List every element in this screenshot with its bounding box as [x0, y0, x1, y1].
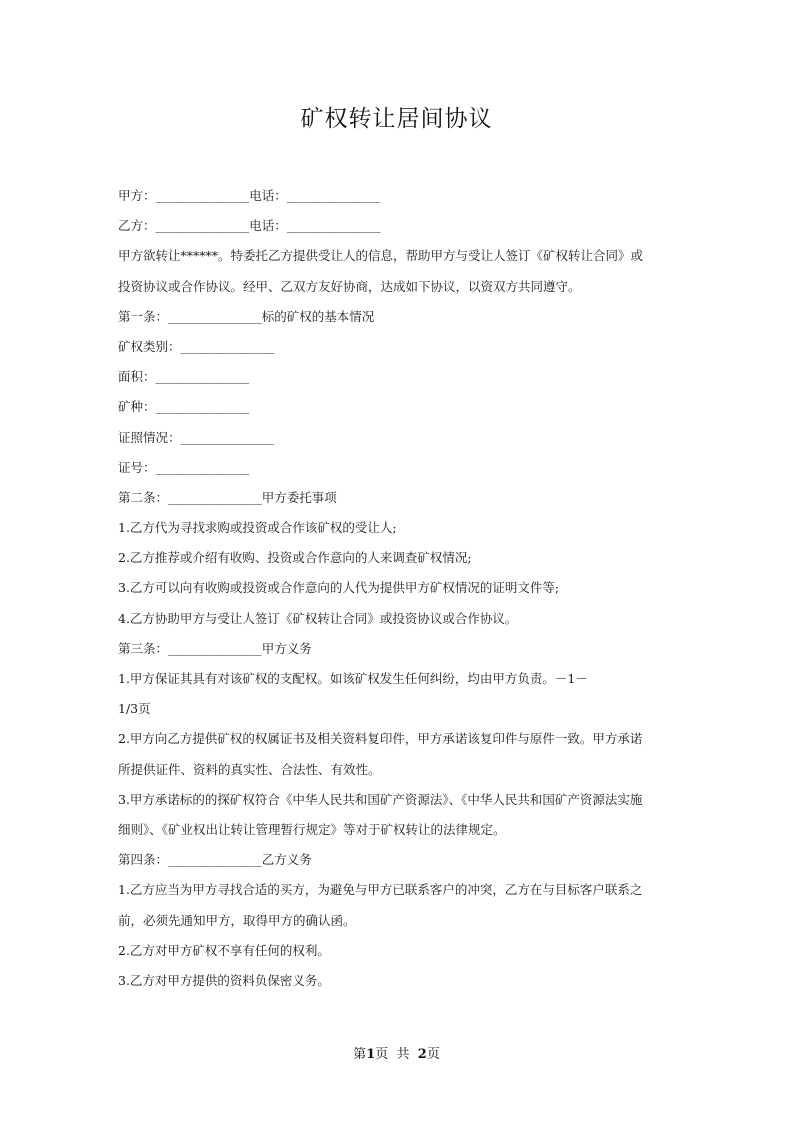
area-field: 面积：_______________ [118, 369, 250, 385]
article-3-item-2-line-1: 2.甲方向乙方提供矿权的权属证书及相关资料复印件，甲方承诺该复印件与原件一致。甲方承诺 [118, 731, 643, 747]
footer-total-pages: 2 [417, 1047, 427, 1062]
license-number-field: 证号：_______________ [118, 459, 250, 475]
footer-suffix: 页 [426, 1047, 440, 1062]
article-2-item-2: 2.乙方推荐或介绍有收购、投资或合作意向的人来调查矿权情况; [118, 550, 472, 566]
article-2-heading: 第二条：_______________甲方委托事项 [118, 489, 337, 505]
footer-current-page: 1 [366, 1047, 376, 1062]
article-3-item-3-line-1: 3.甲方承诺标的的探矿权符合《中华人民共和国矿产资源法》、《中华人民共和国矿产资源法实施 [118, 791, 643, 807]
article-4-heading: 第四条：_______________乙方义务 [118, 852, 312, 868]
article-3-item-3-line-2: 细则》、《矿业权出让转让管理暂行规定》等对于矿权转让的法律规定。 [118, 821, 506, 837]
mining-right-type: 矿权类别：_______________ [118, 338, 275, 354]
article-4-item-1-line-2: 前，必须先通知甲方，取得甲方的确认函。 [118, 912, 356, 928]
license-status-field: 证照情况：_______________ [118, 429, 275, 445]
inline-page-marker: 1/3页 [118, 701, 151, 717]
party-b-line: 乙方：_______________电话：_______________ [118, 218, 381, 234]
article-2-item-3: 3.乙方可以向有收购或投资或合作意向的人代为提供甲方矿权情况的证明文件等; [118, 580, 560, 596]
footer-prefix: 第 [353, 1047, 367, 1062]
article-1-heading: 第一条：_______________标的矿权的基本情况 [118, 308, 375, 324]
article-3-item-2-line-2: 所提供证件、资料的真实性、合法性、有效性。 [118, 761, 381, 777]
article-3-item-1: 1.甲方保证其具有对该矿权的支配权。如该矿权发生任何纠纷，均由甲方负责。－1－ [118, 671, 588, 686]
intro-line-2: 投资协议或合作协议。经甲、乙双方友好协商，达成如下协议，以资双方共同遵守。 [118, 278, 581, 294]
document-title: 矿权转让居间协议 [300, 106, 493, 132]
article-2-item-4: 4.乙方协助甲方与受让人签订《矿权转让合同》或投资协议或合作协议。 [118, 610, 518, 626]
article-4-item-3: 3.乙方对甲方提供的资料负保密义务。 [118, 972, 330, 988]
article-4-item-1-line-1: 1.乙方应当为甲方寻找合适的买方，为避免与甲方已联系客户的冲突，乙方在与目标客户联系之 [118, 882, 643, 898]
mineral-type-field: 矿种：_______________ [118, 399, 250, 415]
footer-middle: 页 共 [375, 1047, 418, 1062]
page-footer [0, 1043, 793, 1062]
article-3-heading: 第三条：_______________甲方义务 [118, 640, 312, 656]
article-4-item-2: 2.乙方对甲方矿权不享有任何的权利。 [118, 942, 330, 958]
article-2-item-1: 1.乙方代为寻找求购或投资或合作该矿权的受让人; [118, 520, 397, 536]
party-a-line: 甲方：_______________电话：_______________ [118, 188, 381, 203]
document-body [118, 181, 678, 996]
intro-line-1: 甲方欲转让******。特委托乙方提供受让人的信息，帮助甲方与受让人签订《矿权转让合同》或 [118, 248, 644, 264]
